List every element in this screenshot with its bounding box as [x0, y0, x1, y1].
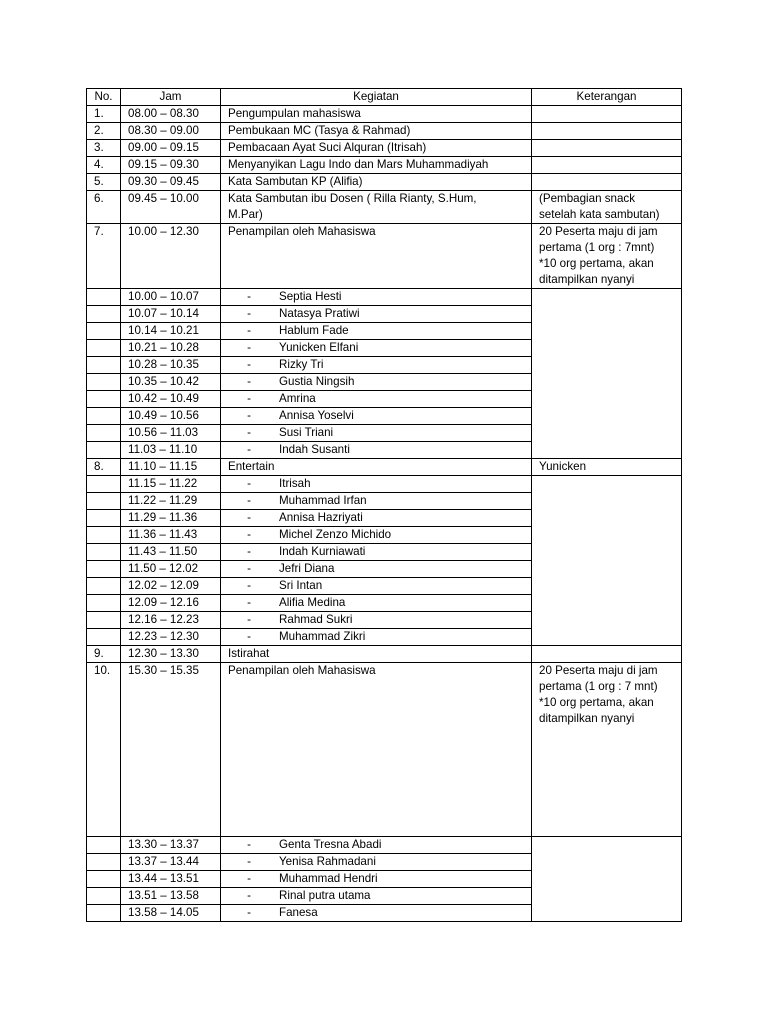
schedule-body — [87, 106, 682, 922]
row-kegiatan: Pengumpulan mahasiswa — [221, 106, 532, 123]
kegiatan-line: Kata Sambutan ibu Dosen ( Rilla Rianty, S.Hum, — [228, 192, 477, 205]
dash-marker: - — [247, 630, 251, 643]
table-row — [87, 140, 682, 157]
participant-name: Amrina — [279, 392, 316, 405]
participant-name: Itrisah — [279, 477, 311, 490]
header-kegiatan: Kegiatan — [221, 89, 532, 106]
row-no: 8. — [87, 459, 121, 476]
row-participant — [221, 357, 532, 374]
row-participant — [221, 527, 532, 544]
row-no — [87, 595, 121, 612]
row-kegiatan: Penampilan oleh Mahasiswa — [221, 224, 532, 289]
row-no: 4. — [87, 157, 121, 174]
table-row — [87, 106, 682, 123]
row-kegiatan: Istirahat — [221, 646, 532, 663]
row-keterangan-merged — [532, 476, 682, 646]
row-participant — [221, 578, 532, 595]
row-jam: 11.50 – 12.02 — [121, 561, 221, 578]
row-jam: 11.10 – 11.15 — [121, 459, 221, 476]
row-jam: 10.49 – 10.56 — [121, 408, 221, 425]
row-participant — [221, 374, 532, 391]
row-participant — [221, 905, 532, 922]
row-jam: 08.30 – 09.00 — [121, 123, 221, 140]
row-jam: 11.03 – 11.10 — [121, 442, 221, 459]
participant-name: Gustia Ningsih — [279, 375, 355, 388]
row-jam: 08.00 – 08.30 — [121, 106, 221, 123]
dash-marker: - — [247, 443, 251, 456]
row-keterangan — [532, 123, 682, 140]
participant-name: Septia Hesti — [279, 290, 342, 303]
row-no — [87, 340, 121, 357]
row-jam: 13.58 – 14.05 — [121, 905, 221, 922]
table-row — [87, 174, 682, 191]
dash-marker: - — [247, 613, 251, 626]
row-jam: 12.09 – 12.16 — [121, 595, 221, 612]
header-row — [87, 89, 682, 106]
row-jam: 09.15 – 09.30 — [121, 157, 221, 174]
row-no — [87, 425, 121, 442]
row-jam: 12.02 – 12.09 — [121, 578, 221, 595]
participant-name: Yunicken Elfani — [279, 341, 359, 354]
sub-row — [87, 476, 682, 493]
row-no — [87, 323, 121, 340]
row-jam: 09.00 – 09.15 — [121, 140, 221, 157]
row-no — [87, 837, 121, 854]
table-row — [87, 123, 682, 140]
row-no — [87, 612, 121, 629]
row-no — [87, 408, 121, 425]
table-row — [87, 157, 682, 174]
row-participant — [221, 425, 532, 442]
row-participant — [221, 888, 532, 905]
row-jam: 10.00 – 10.07 — [121, 289, 221, 306]
dash-marker: - — [247, 409, 251, 422]
dash-marker: - — [247, 906, 251, 919]
participant-name: Annisa Yoselvi — [279, 409, 354, 422]
row-no — [87, 629, 121, 646]
row-participant — [221, 561, 532, 578]
participant-name: Susi Triani — [279, 426, 334, 439]
row-no — [87, 289, 121, 306]
table-row — [87, 663, 682, 837]
row-participant — [221, 323, 532, 340]
row-jam: 11.43 – 11.50 — [121, 544, 221, 561]
participant-name: Muhammad Irfan — [279, 494, 367, 507]
row-jam: 10.21 – 10.28 — [121, 340, 221, 357]
participant-name: Muhammad Zikri — [279, 630, 366, 643]
row-jam: 10.56 – 11.03 — [121, 425, 221, 442]
participant-name: Natasya Pratiwi — [279, 307, 360, 320]
dash-marker: - — [247, 494, 251, 507]
participant-name: Genta Tresna Abadi — [279, 838, 382, 851]
row-keterangan: 20 Peserta maju di jam pertama (1 org : 7mnt) *10 org pertama, akan ditampilkan nyanyi — [532, 224, 682, 289]
row-jam: 11.22 – 11.29 — [121, 493, 221, 510]
row-jam: 13.37 – 13.44 — [121, 854, 221, 871]
row-no — [87, 306, 121, 323]
dash-marker: - — [247, 477, 251, 490]
dash-marker: - — [247, 358, 251, 371]
table-row — [87, 459, 682, 476]
dash-marker: - — [247, 562, 251, 575]
dash-marker: - — [247, 838, 251, 851]
row-no — [87, 561, 121, 578]
dash-marker: - — [247, 392, 251, 405]
row-no — [87, 871, 121, 888]
dash-marker: - — [247, 855, 251, 868]
row-participant — [221, 510, 532, 527]
participant-name: Fanesa — [279, 906, 318, 919]
row-jam: 10.35 – 10.42 — [121, 374, 221, 391]
dash-marker: - — [247, 307, 251, 320]
row-no — [87, 493, 121, 510]
row-participant — [221, 391, 532, 408]
row-jam: 12.16 – 12.23 — [121, 612, 221, 629]
row-no — [87, 391, 121, 408]
sub-row — [87, 837, 682, 854]
row-no — [87, 544, 121, 561]
row-participant — [221, 408, 532, 425]
row-no: 2. — [87, 123, 121, 140]
row-no: 5. — [87, 174, 121, 191]
row-participant — [221, 871, 532, 888]
row-jam: 11.15 – 11.22 — [121, 476, 221, 493]
row-participant — [221, 289, 532, 306]
row-keterangan — [532, 106, 682, 123]
participant-name: Alifia Medina — [279, 596, 346, 609]
kegiatan-line: M.Par) — [228, 208, 263, 221]
row-jam: 09.30 – 09.45 — [121, 174, 221, 191]
header-jam: Jam — [121, 89, 221, 106]
row-no — [87, 905, 121, 922]
row-jam: 10.28 – 10.35 — [121, 357, 221, 374]
row-kegiatan: Penampilan oleh Mahasiswa — [221, 663, 532, 837]
row-jam: 09.45 – 10.00 — [121, 191, 221, 224]
row-jam: 10.07 – 10.14 — [121, 306, 221, 323]
row-keterangan-merged — [532, 837, 682, 922]
row-keterangan — [532, 646, 682, 663]
dash-marker: - — [247, 889, 251, 902]
row-jam: 12.23 – 12.30 — [121, 629, 221, 646]
row-no: 10. — [87, 663, 121, 837]
row-participant — [221, 595, 532, 612]
row-kegiatan: Entertain — [221, 459, 532, 476]
dash-marker: - — [247, 579, 251, 592]
participant-name: Sri Intan — [279, 579, 323, 592]
row-no — [87, 510, 121, 527]
row-no — [87, 442, 121, 459]
participant-name: Rinal putra utama — [279, 889, 371, 902]
dash-marker: - — [247, 528, 251, 541]
row-participant — [221, 837, 532, 854]
participant-name: Indah Susanti — [279, 443, 350, 456]
dash-marker: - — [247, 511, 251, 524]
row-no — [87, 527, 121, 544]
row-keterangan — [532, 174, 682, 191]
row-no — [87, 476, 121, 493]
row-participant — [221, 612, 532, 629]
participant-name: Michel Zenzo Michido — [279, 528, 392, 541]
row-jam: 13.30 – 13.37 — [121, 837, 221, 854]
dash-marker: - — [247, 872, 251, 885]
row-keterangan: (Pembagian snack setelah kata sambutan) — [532, 191, 682, 224]
row-no: 7. — [87, 224, 121, 289]
row-participant — [221, 476, 532, 493]
table-row — [87, 646, 682, 663]
row-participant — [221, 442, 532, 459]
participant-name: Annisa Hazriyati — [279, 511, 363, 524]
participant-name: Rizky Tri — [279, 358, 324, 371]
table-row — [87, 191, 682, 224]
row-jam: 13.51 – 13.58 — [121, 888, 221, 905]
row-keterangan — [532, 140, 682, 157]
schedule-table — [86, 88, 682, 922]
row-jam: 11.36 – 11.43 — [121, 527, 221, 544]
row-keterangan: 20 Peserta maju di jam pertama (1 org : 7 mnt) *10 org pertama, akan ditampilkan nyanyi — [532, 663, 682, 837]
dash-marker: - — [247, 426, 251, 439]
participant-name: Muhammad Hendri — [279, 872, 378, 885]
row-kegiatan: Kata Sambutan KP (Alifia) — [221, 174, 532, 191]
row-participant — [221, 629, 532, 646]
row-jam: 10.14 – 10.21 — [121, 323, 221, 340]
row-jam: 10.42 – 10.49 — [121, 391, 221, 408]
participant-name: Indah Kurniawati — [279, 545, 366, 558]
row-jam: 10.00 – 12.30 — [121, 224, 221, 289]
row-no: 9. — [87, 646, 121, 663]
dash-marker: - — [247, 596, 251, 609]
row-keterangan-merged — [532, 289, 682, 459]
participant-name: Rahmad Sukri — [279, 613, 353, 626]
header-no: No. — [87, 89, 121, 106]
dash-marker: - — [247, 324, 251, 337]
table-row — [87, 224, 682, 289]
row-jam: 12.30 – 13.30 — [121, 646, 221, 663]
row-participant — [221, 340, 532, 357]
row-participant — [221, 854, 532, 871]
row-no — [87, 374, 121, 391]
header-keterangan: Keterangan — [532, 89, 682, 106]
participant-name: Hablum Fade — [279, 324, 349, 337]
row-no — [87, 854, 121, 871]
row-no — [87, 888, 121, 905]
participant-name: Jefri Diana — [279, 562, 335, 575]
row-no — [87, 357, 121, 374]
row-participant — [221, 493, 532, 510]
row-kegiatan — [221, 191, 532, 224]
dash-marker: - — [247, 375, 251, 388]
dash-marker: - — [247, 290, 251, 303]
participant-name: Yenisa Rahmadani — [279, 855, 376, 868]
row-kegiatan: Pembacaan Ayat Suci Alquran (Itrisah) — [221, 140, 532, 157]
row-jam: 13.44 – 13.51 — [121, 871, 221, 888]
sub-row — [87, 289, 682, 306]
row-kegiatan: Menyanyikan Lagu Indo dan Mars Muhammadiyah — [221, 157, 532, 174]
dash-marker: - — [247, 545, 251, 558]
row-jam: 15.30 – 15.35 — [121, 663, 221, 837]
row-keterangan — [532, 157, 682, 174]
row-no — [87, 578, 121, 595]
row-no: 3. — [87, 140, 121, 157]
row-keterangan: Yunicken — [532, 459, 682, 476]
row-jam: 11.29 – 11.36 — [121, 510, 221, 527]
row-participant — [221, 306, 532, 323]
row-no: 6. — [87, 191, 121, 224]
row-participant — [221, 544, 532, 561]
row-kegiatan: Pembukaan MC (Tasya & Rahmad) — [221, 123, 532, 140]
dash-marker: - — [247, 341, 251, 354]
row-no: 1. — [87, 106, 121, 123]
